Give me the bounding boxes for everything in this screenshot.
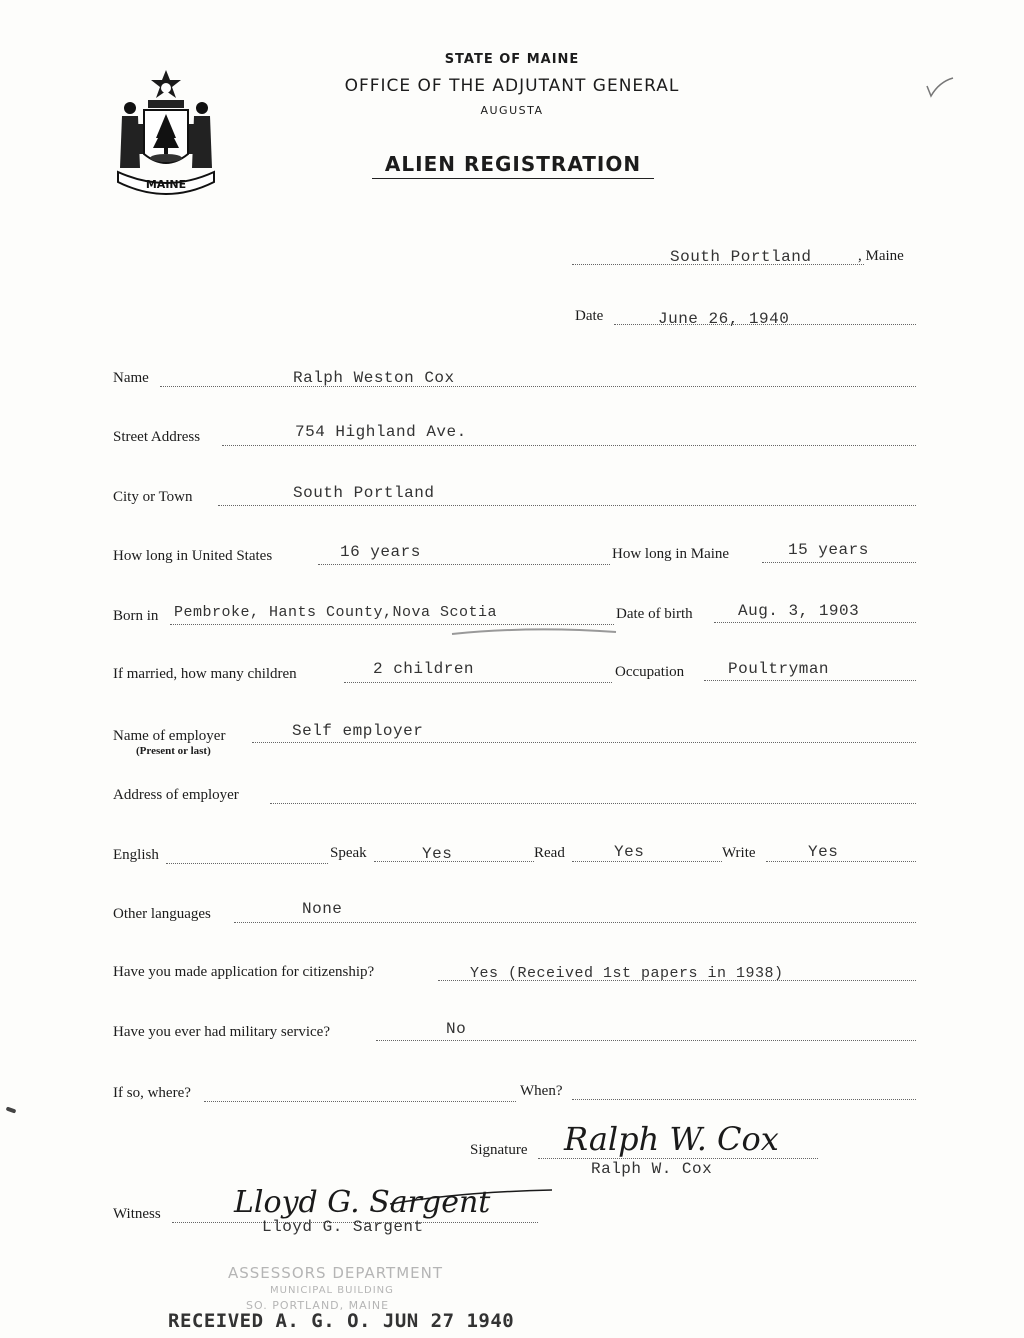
seal-motto: MAINE (145, 178, 187, 191)
city-label: City or Town (113, 489, 193, 505)
military-value: No (446, 1020, 467, 1038)
employer-label: Name of employer (113, 728, 226, 744)
occupation-value: Poultryman (728, 660, 830, 678)
read-label: Read (534, 845, 565, 861)
read-value: Yes (614, 843, 645, 861)
witness-typed: Lloyd G. Sargent (262, 1218, 424, 1236)
us-duration-label: How long in United States (113, 548, 273, 564)
city-value: South Portland (293, 484, 435, 502)
born-in-value: Pembroke, Hants County,Nova Scotia (174, 604, 498, 621)
ink-mark (6, 1106, 17, 1113)
me-duration-value: 15 years (788, 541, 869, 559)
dob-label: Date of birth (616, 606, 693, 622)
name-value: Ralph Weston Cox (293, 369, 455, 387)
signature-handwritten (560, 1114, 830, 1162)
occupation-label: Occupation (615, 664, 685, 680)
page-title: ALIEN REGISTRATION (372, 152, 654, 179)
employer-address-label: Address of employer (113, 787, 239, 803)
witness-label: Witness (113, 1206, 161, 1222)
write-value: Yes (808, 843, 839, 861)
citizenship-label: Have you made application for citizenship? (113, 964, 375, 980)
children-value: 2 children (373, 660, 475, 678)
assessors-stamp-line2: MUNICIPAL BUILDING (270, 1285, 394, 1296)
other-languages-label: Other languages (113, 906, 211, 922)
checkmark-icon (925, 76, 955, 103)
me-duration-label: How long in Maine (612, 546, 730, 562)
born-in-label: Born in (113, 608, 159, 624)
when-label: When? (520, 1083, 563, 1099)
us-duration-value: 16 years (340, 543, 421, 561)
where-label: If so, where? (113, 1085, 191, 1101)
header-state: STATE OF MAINE (444, 52, 580, 67)
dob-value: Aug. 3, 1903 (738, 602, 860, 620)
place-town: South Portland (670, 248, 812, 266)
name-label: Name (113, 370, 149, 386)
place-state: , Maine (858, 248, 904, 264)
employer-sublabel: (Present or last) (136, 745, 211, 757)
write-label: Write (722, 845, 756, 861)
children-label: If married, how many children (113, 666, 297, 682)
underline-mark (450, 626, 620, 638)
employer-value: Self employer (292, 722, 424, 740)
military-label: Have you ever had military service? (113, 1024, 330, 1040)
signature-typed: Ralph W. Cox (591, 1160, 713, 1178)
header-office: OFFICE OF THE ADJUTANT GENERAL (344, 76, 680, 96)
date-label: Date (575, 308, 604, 324)
svg-text:Ralph W. Cox: Ralph W. Cox (564, 1120, 779, 1158)
date-value: June 26, 1940 (658, 310, 790, 328)
header-city: AUGUSTA (480, 104, 544, 117)
street-label: Street Address (113, 429, 201, 445)
speak-value: Yes (422, 845, 453, 863)
received-stamp: RECEIVED A. G. O. JUN 27 1940 (168, 1310, 515, 1332)
assessors-stamp-line3: SO. PORTLAND, MAINE (246, 1299, 390, 1312)
svg-text:Lloyd G. Sargent: Lloyd G. Sargent (234, 1185, 491, 1220)
street-value: 754 Highland Ave. (295, 423, 467, 441)
english-label: English (113, 847, 159, 863)
assessors-stamp-line1: ASSESSORS DEPARTMENT (228, 1264, 444, 1282)
speak-label: Speak (330, 845, 367, 861)
citizenship-value: Yes (Received 1st papers in 1938) (470, 965, 784, 982)
signature-label: Signature (470, 1142, 528, 1158)
other-languages-value: None (302, 900, 343, 918)
